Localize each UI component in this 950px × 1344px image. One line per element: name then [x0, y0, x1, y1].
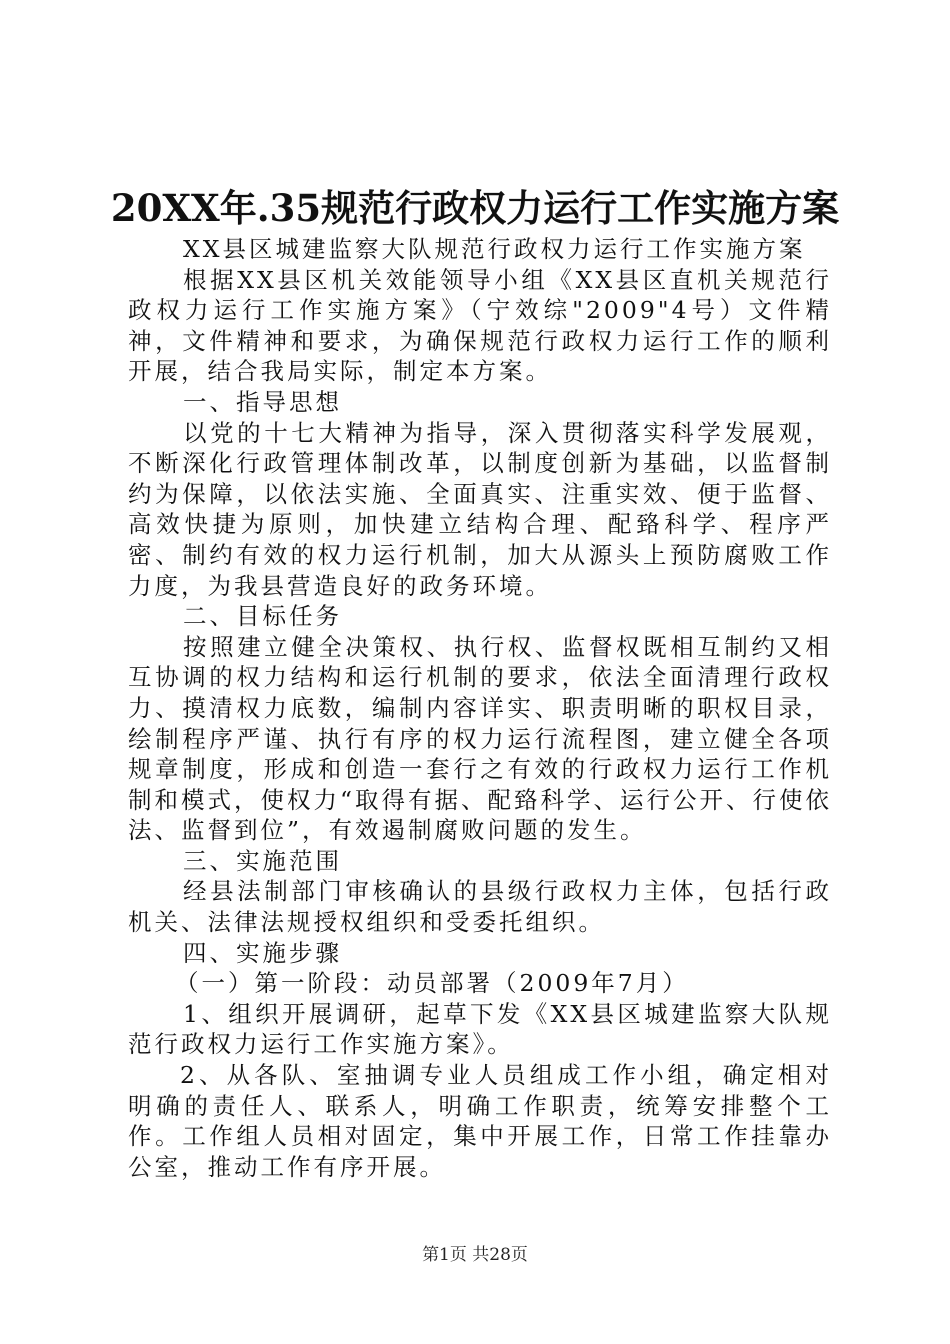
- section-heading-objectives: 二、目标任务: [183, 602, 342, 631]
- subtitle-paragraph: XX县区城建监察大队规范行政权力运行工作实施方案: [183, 235, 806, 263]
- section-heading-guiding-ideology: 一、指导思想: [183, 387, 342, 416]
- document-body: [128, 234, 832, 1182]
- section-heading-scope: 三、实施范围: [183, 846, 342, 875]
- intro-paragraph: 根据XX县区机关效能领导小组《XX县区直机关规范行政权力运行工作实施方案》（宁效综"2009"4号）文件精神，文件精神和要求，为确保规范行政权力运行工作的顺利开展，结合我局实际，制定本方案。: [128, 265, 832, 386]
- objectives-paragraph: 按照建立健全决策权、执行权、监督权既相互制约又相互协调的权力结构和运行机制的要求，依法全面清理行政权力、摸清权力底数，编制内容详实、职责明晰的职权目录，绘制程序严谨、执行有序的权力运行流程图，建立健全各项规章制度，形成和创造一套行之有效的行政权力运行工作机制和模式，使权力“取得有据、配臵科学、运行公开、行使依法、监督到位”，有效遏制腐败问题的发生。: [128, 632, 833, 845]
- phase-one-heading: （一）第一阶段：动员部署（2009年7月）: [175, 969, 689, 998]
- section-heading-steps: 四、实施步骤: [183, 938, 342, 967]
- document-title: 20XX年.35规范行政权力运行工作实施方案: [110, 186, 840, 230]
- guiding-ideology-paragraph: 以党的十七大精神为指导，深入贯彻落实科学发展观，不断深化行政管理体制改革，以制度创新为基础，以监督制约为保障，以依法实施、全面真实、注重实效、便于监督、高效快捷为原则，加快建立结构合理、配臵科学、程序严密、制约有效的权力运行机制，加大从源头上预防腐败工作力度，为我县营造良好的政务环境。: [128, 418, 832, 600]
- scope-paragraph: 经县法制部门审核确认的县级行政权力主体，包括行政机关、法律法规授权组织和受委托组织。: [128, 877, 832, 937]
- step-one-paragraph: 1、组织开展调研，起草下发《XX县区城建监察大队规范行政权力运行工作实施方案》。: [128, 999, 832, 1059]
- page-number-footer: 第1页 共28页: [422, 1245, 528, 1265]
- step-two-paragraph: 2、从各队、室抽调专业人员组成工作小组，确定相对明确的责任人、联系人，明确工作职责，统筹安排整个工作。工作组人员相对固定，集中开展工作，日常工作挂靠办公室，推动工作有序开展。: [128, 1061, 832, 1181]
